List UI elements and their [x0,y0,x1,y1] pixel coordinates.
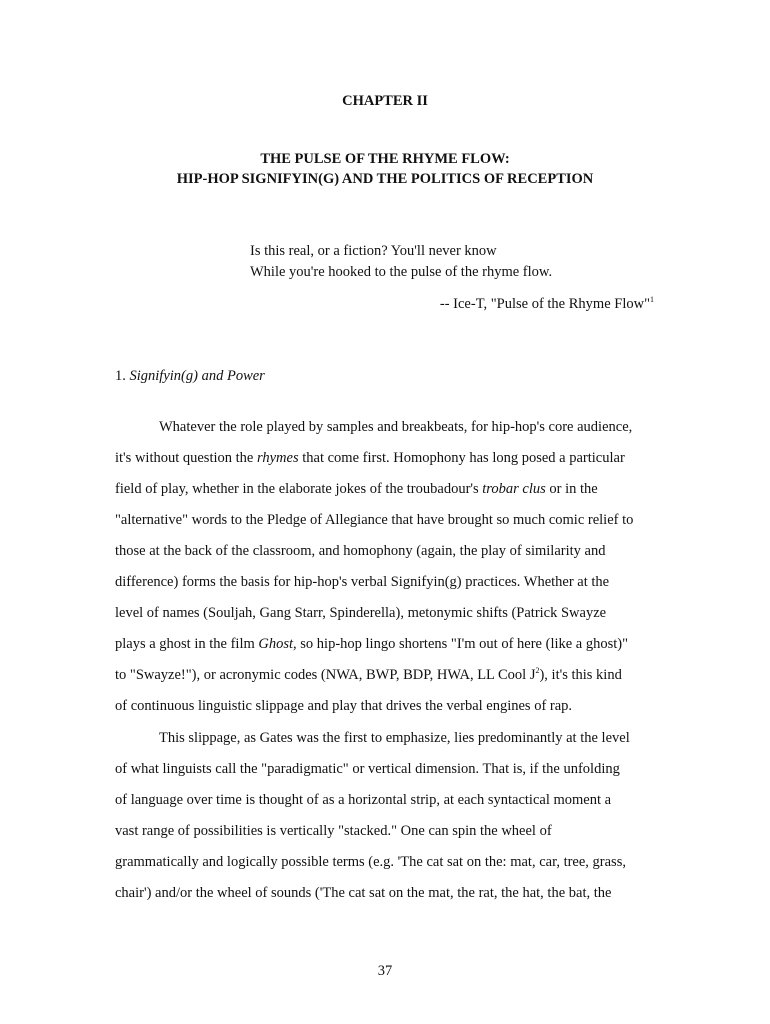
italic-term: trobar clus [482,481,546,497]
body-line: vast range of possibilities is vertically "stacked." One can spin the wheel of [115,823,552,839]
epigraph-line-2: While you're hooked to the pulse of the rhyme flow. [250,264,553,280]
body-line: level of names (Souljah, Gang Starr, Spinderella), metonymic shifts (Patrick Swayze [115,605,607,621]
body-line: This slippage, as Gates was the first to emphasize, lies predominantly at the level [159,730,630,746]
body-line: "alternative" words to the Pledge of Allegiance that have brought so much comic relief to [115,512,634,528]
body-line: those at the back of the classroom, and homophony (again, the play of similarity and [115,543,606,559]
body-line: plays a ghost in the film Ghost, so hip-hop lingo shortens "I'm out of here (like a ghost)" [115,636,629,652]
section-heading [115,368,265,385]
body-line: it's without question the rhymes that come first. Homophony has long posed a particular [115,450,625,466]
epigraph-attribution [440,296,654,313]
body-line: field of play, whether in the elaborate jokes of the troubadour's trobar clus or in the [115,481,598,497]
chapter-title-line-1: THE PULSE OF THE RHYME FLOW: [260,151,510,167]
italic-term: Ghost [258,636,294,652]
section-number: 1. [115,368,126,384]
italic-term: rhymes [256,450,299,466]
body-line: to "Swayze!"), or acronymic codes (NWA, BWP, BDP, HWA, LL Cool J$^2$), it's this kind [115,666,622,683]
body-line: of language over time is thought of as a horizontal strip, at each syntactical moment a [115,792,612,808]
body-line: Whatever the role played by samples and breakbeats, for hip-hop's core audience, [159,419,633,435]
epigraph-line-1: Is this real, or a fiction? You'll never know [250,243,497,259]
body-line: chair') and/or the wheel of sounds ('The cat sat on the mat, the rat, the hat, the bat, the [115,885,612,901]
chapter-label: CHAPTER II [342,93,428,109]
body-line: of continuous linguistic slippage and play that drives the verbal engines of rap. [115,698,573,714]
footnote-marker: 2 [535,666,540,676]
section-title: Signifyin(g) and Power [129,368,265,384]
footnote-marker: 1 [650,295,654,305]
body-line: of what linguists call the "paradigmatic" or vertical dimension. That is, if the unfolding [115,761,620,777]
body-line: difference) forms the basis for hip-hop's verbal Signifyin(g) practices. Whether at the [115,574,610,590]
attribution-text: -- Ice-T, "Pulse of the Rhyme Flow" [439,296,650,312]
page-number: 37 [377,963,393,979]
chapter-title-line-2: HIP-HOP SIGNIFYIN(G) AND THE POLITICS OF RECEPTION [176,171,594,187]
body-line: grammatically and logically possible terms (e.g. 'The cat sat on the: mat, car, tree, grass, [115,854,626,870]
